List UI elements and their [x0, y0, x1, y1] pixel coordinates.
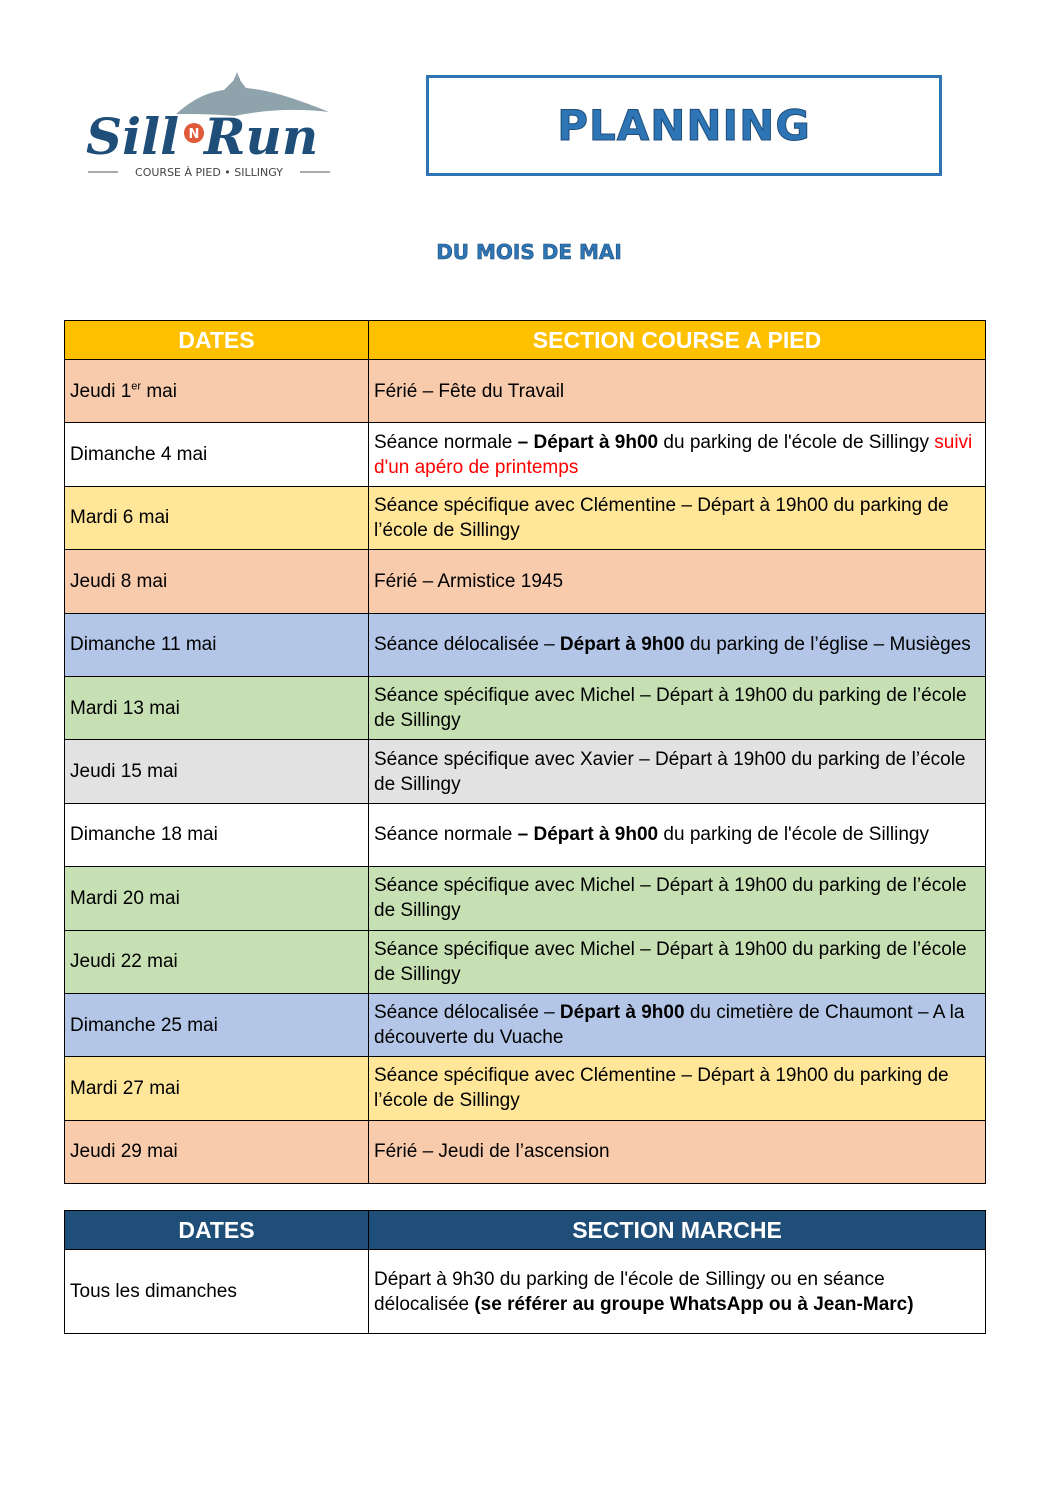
- table-row: [65, 1120, 986, 1183]
- table-row: [65, 423, 986, 486]
- description-text: Départ à 9h00: [559, 634, 685, 656]
- table-row: [65, 613, 986, 676]
- description-text: Séance normale: [374, 431, 518, 453]
- description-text: Séance normale: [374, 824, 518, 846]
- date-cell: [65, 1057, 369, 1120]
- date-text: Mardi 20 mai: [70, 887, 180, 909]
- description-cell: [369, 1057, 986, 1120]
- date-text: Dimanche 18 mai: [70, 824, 218, 846]
- date-cell: [65, 676, 369, 739]
- date-cell: [65, 613, 369, 676]
- marche-header-row: [65, 1211, 986, 1250]
- description-text: (se référer au groupe WhatsApp ou à Jean-Marc): [474, 1293, 914, 1315]
- logo-graphic: [84, 68, 334, 180]
- date-text: Tous les dimanches: [70, 1281, 237, 1302]
- date-cell: [65, 423, 369, 486]
- date-text: Jeudi 1: [70, 380, 132, 402]
- date-text: Jeudi 22 mai: [70, 951, 178, 973]
- date-cell: [65, 1250, 369, 1334]
- description-cell: [369, 1120, 986, 1183]
- logo: [84, 68, 334, 180]
- description-text: Séance spécifique avec Michel – Départ à 19h00 du parking de l’école de Sillingy: [374, 938, 967, 985]
- table-row: [65, 1057, 986, 1120]
- description-cell: [369, 550, 986, 613]
- date-text: er: [131, 380, 142, 393]
- description-cell: [369, 1250, 986, 1334]
- date-text: Jeudi 29 mai: [70, 1141, 178, 1163]
- description-cell: [369, 803, 986, 866]
- description-text: Férié – Fête du Travail: [374, 380, 565, 402]
- date-cell: [65, 1120, 369, 1183]
- description-text: Départ à 9h00: [559, 1002, 685, 1024]
- date-cell: [65, 930, 369, 993]
- description-text: du parking de l'école de Sillingy: [658, 431, 935, 453]
- date-text: Mardi 13 mai: [70, 697, 180, 719]
- description-cell: [369, 867, 986, 930]
- table-row: [65, 803, 986, 866]
- date-text: Dimanche 25 mai: [70, 1014, 218, 1036]
- date-cell: [65, 360, 369, 423]
- description-text: Séance spécifique avec Michel – Départ à 19h00 du parking de l’école de Sillingy: [374, 685, 967, 732]
- title-box: [426, 75, 942, 176]
- date-text: Mardi 27 mai: [70, 1077, 180, 1099]
- date-text: Dimanche 11 mai: [70, 634, 217, 656]
- description-text: Séance spécifique avec Xavier – Départ à 19h00 du parking de l’école de Sillingy: [374, 748, 966, 795]
- description-cell: [369, 740, 986, 803]
- description-text: – Départ à 9h00: [517, 431, 659, 453]
- date-cell: [65, 550, 369, 613]
- description-cell: [369, 676, 986, 739]
- description-text: Séance délocalisée –: [374, 634, 560, 656]
- brand-left: Sill: [86, 107, 180, 166]
- description-cell: [369, 423, 986, 486]
- course-table: [64, 320, 986, 1184]
- date-text: mai: [141, 380, 177, 402]
- marche-header-section: SECTION MARCHE: [369, 1211, 986, 1250]
- brand-badge-letter: N: [188, 127, 200, 142]
- tagline: COURSE À PIED • SILLINGY: [135, 166, 283, 179]
- marche-header-dates: DATES: [65, 1211, 369, 1250]
- table-row: [65, 740, 986, 803]
- date-text: Dimanche 4 mai: [70, 444, 208, 466]
- table-row: [65, 360, 986, 423]
- description-cell: [369, 930, 986, 993]
- table-row: [65, 676, 986, 739]
- description-text: Férié – Jeudi de l’ascension: [374, 1141, 610, 1163]
- date-cell: [65, 993, 369, 1056]
- date-text: Jeudi 8 mai: [70, 570, 168, 592]
- description-text: du parking de l’église – Musièges: [684, 634, 971, 656]
- date-cell: [65, 803, 369, 866]
- date-cell: [65, 740, 369, 803]
- church-tower: [234, 78, 240, 92]
- table-row: [65, 930, 986, 993]
- table-row: [65, 550, 986, 613]
- description-text: Séance spécifique avec Clémentine – Départ à 19h00 du parking de l’école de Sillingy: [374, 494, 949, 541]
- description-cell: [369, 360, 986, 423]
- date-text: Mardi 6 mai: [70, 507, 170, 529]
- description-cell: [369, 613, 986, 676]
- description-text: Séance spécifique avec Michel – Départ à 19h00 du parking de l’école de Sillingy: [374, 875, 967, 922]
- description-text: Séance délocalisée –: [374, 1002, 560, 1024]
- table-row: [65, 993, 986, 1056]
- description-text: suivi d'un apéro de printemps: [374, 431, 973, 478]
- table-row: [65, 867, 986, 930]
- page-subtitle: DU MOIS DE MAI: [436, 240, 622, 264]
- date-cell: [65, 867, 369, 930]
- marche-table: [64, 1210, 986, 1334]
- course-header-dates: DATES: [65, 321, 369, 360]
- date-text: Jeudi 15 mai: [70, 761, 178, 783]
- date-cell: [65, 486, 369, 549]
- table-row: [65, 1250, 986, 1334]
- description-text: Férié – Armistice 1945: [374, 570, 564, 592]
- course-header-row: [65, 321, 986, 360]
- page-title: PLANNING: [557, 101, 811, 150]
- table-row: [65, 486, 986, 549]
- description-cell: [369, 993, 986, 1056]
- course-header-section: SECTION COURSE A PIED: [369, 321, 986, 360]
- description-cell: [369, 486, 986, 549]
- description-text: – Départ à 9h00: [517, 824, 659, 846]
- description-text: Départ à 9h30 du parking de l'école de Sillingy ou en séance délocalisée: [374, 1268, 885, 1315]
- brand-right: Run: [204, 107, 319, 166]
- description-text: Séance spécifique avec Clémentine – Départ à 19h00 du parking de l’école de Sillingy: [374, 1065, 949, 1112]
- description-text: du cimetière de Chaumont – A la découverte du Vuache: [374, 1002, 965, 1049]
- description-text: du parking de l'école de Sillingy: [658, 824, 929, 846]
